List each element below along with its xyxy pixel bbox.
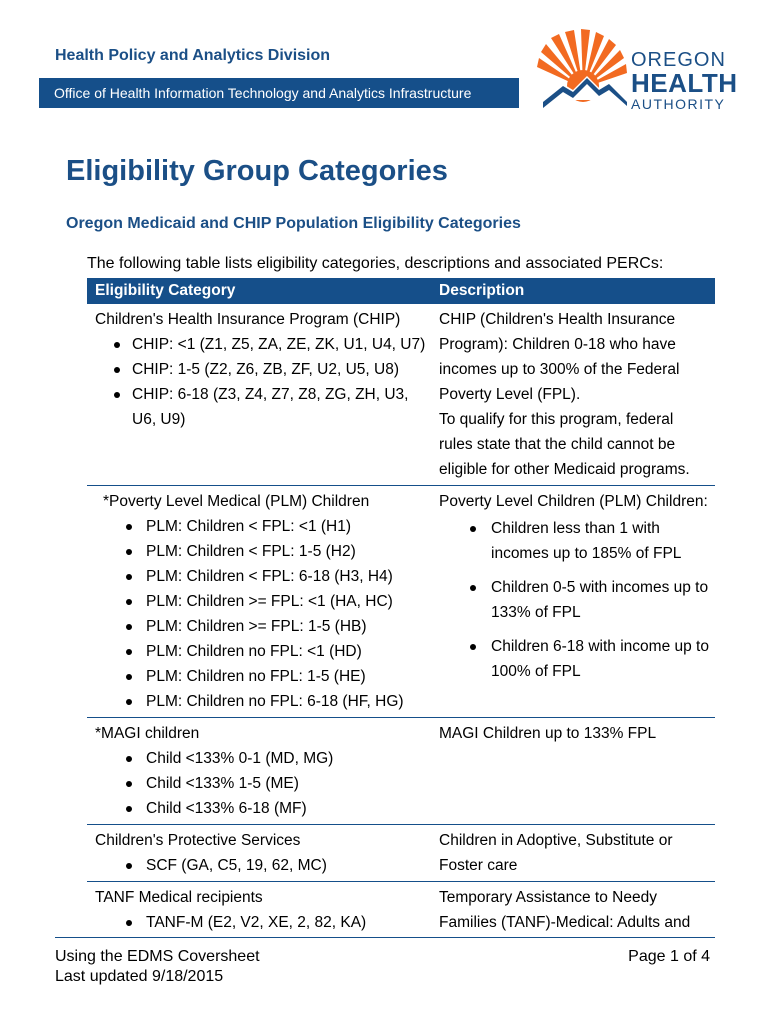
perc-item: PLM: Children >= FPL: 1-5 (HB) bbox=[95, 614, 427, 639]
intro-text: The following table lists eligibility categories, descriptions and associated PERCs: bbox=[87, 255, 664, 272]
perc-item: PLM: Children < FPL: 6-18 (H3, H4) bbox=[95, 564, 427, 589]
perc-item: CHIP: 1-5 (Z2, Z6, ZB, ZF, U2, U5, U8) bbox=[95, 357, 427, 382]
description-text: MAGI Children up to 133% FPL bbox=[439, 725, 657, 742]
category-label: Children's Protective Services bbox=[95, 832, 301, 849]
perc-list bbox=[95, 853, 427, 878]
office-banner: Office of Health Information Technology and Analytics Infrastructure bbox=[39, 78, 519, 108]
sun-mountain-icon bbox=[537, 28, 629, 118]
description-text: Children in Adoptive, Substitute or Foster care bbox=[439, 832, 673, 874]
category-label: *MAGI children bbox=[95, 725, 200, 742]
category-label: Children's Health Insurance Program (CHIP) bbox=[95, 311, 401, 328]
page-title: Eligibility Group Categories bbox=[66, 155, 448, 187]
description-cell bbox=[431, 882, 715, 939]
document-header bbox=[0, 0, 768, 130]
description-cell bbox=[431, 304, 715, 486]
category-label: TANF Medical recipients bbox=[95, 889, 263, 906]
perc-list bbox=[95, 746, 427, 821]
footer-doc-name: Using the EDMS Coversheet bbox=[55, 948, 260, 965]
table-row-chip bbox=[87, 304, 715, 486]
page-number: Page 1 of 4 bbox=[628, 948, 710, 965]
perc-item: PLM: Children < FPL: <1 (H1) bbox=[95, 514, 427, 539]
perc-item: PLM: Children >= FPL: <1 (HA, HC) bbox=[95, 589, 427, 614]
table-row-magi bbox=[87, 718, 715, 825]
category-cell bbox=[87, 486, 431, 718]
perc-item: PLM: Children no FPL: 1-5 (HE) bbox=[95, 664, 427, 689]
perc-item: CHIP: <1 (Z1, Z5, ZA, ZE, ZK, U1, U4, U7) bbox=[95, 332, 427, 357]
footer-info bbox=[55, 947, 260, 987]
column-header-description: Description bbox=[431, 278, 715, 304]
description-item: Children 6-18 with income up to 100% of FPL bbox=[439, 634, 711, 684]
perc-item: Child <133% 1-5 (ME) bbox=[95, 771, 427, 796]
table-row-tanf bbox=[87, 882, 715, 939]
perc-item: CHIP: 6-18 (Z3, Z4, Z7, Z8, ZG, ZH, U3, U6, U9) bbox=[95, 382, 427, 432]
description-item: Children less than 1 with incomes up to 185% of FPL bbox=[439, 516, 711, 566]
section-subtitle: Oregon Medicaid and CHIP Population Eligibility Categories bbox=[66, 215, 521, 232]
division-name: Health Policy and Analytics Division bbox=[55, 47, 331, 64]
description-cell bbox=[431, 825, 715, 882]
perc-item: PLM: Children no FPL: <1 (HD) bbox=[95, 639, 427, 664]
description-item: Children 0-5 with incomes up to 133% of FPL bbox=[439, 575, 711, 625]
category-cell bbox=[87, 718, 431, 825]
perc-list bbox=[95, 332, 427, 432]
logo-authority: AUTHORITY bbox=[631, 96, 726, 112]
category-cell bbox=[87, 882, 431, 939]
description-cell bbox=[431, 486, 715, 718]
description-text: CHIP (Children's Health Insurance Program): Children 0-18 who have incomes up to 300% of the Federal Poverty Level (FPL). bbox=[439, 311, 680, 403]
logo-health: HEALTH bbox=[631, 68, 738, 98]
perc-list bbox=[95, 514, 427, 714]
description-text: Temporary Assistance to Needy Families (TANF)-Medical: Adults and bbox=[439, 889, 691, 931]
perc-item: Child <133% 0-1 (MD, MG) bbox=[95, 746, 427, 771]
footer-divider bbox=[55, 937, 715, 938]
logo-oregon: OREGON bbox=[631, 49, 726, 71]
logo-wordmark bbox=[631, 50, 738, 111]
description-cell bbox=[431, 718, 715, 825]
category-cell bbox=[87, 304, 431, 486]
column-header-category: Eligibility Category bbox=[87, 278, 431, 304]
category-label: *Poverty Level Medical (PLM) Children bbox=[103, 493, 370, 510]
perc-item: TANF-M (E2, V2, XE, 2, 82, KA) bbox=[95, 910, 427, 935]
perc-list bbox=[95, 910, 427, 935]
description-text: Poverty Level Children (PLM) Children: bbox=[439, 493, 708, 510]
perc-item: SCF (GA, C5, 19, 62, MC) bbox=[95, 853, 427, 878]
table-row-protective bbox=[87, 825, 715, 882]
table-row-plm bbox=[87, 486, 715, 718]
perc-item: Child <133% 6-18 (MF) bbox=[95, 796, 427, 821]
eligibility-table bbox=[87, 278, 715, 938]
category-cell bbox=[87, 825, 431, 882]
perc-item: PLM: Children < FPL: 1-5 (H2) bbox=[95, 539, 427, 564]
footer-updated: Last updated 9/18/2015 bbox=[55, 968, 224, 985]
description-text-2: To qualify for this program, federal rules state that the child cannot be eligible for other Medicaid programs. bbox=[439, 411, 690, 478]
perc-item: PLM: Children no FPL: 6-18 (HF, HG) bbox=[95, 689, 427, 714]
oha-logo bbox=[537, 28, 747, 118]
description-list bbox=[439, 516, 711, 684]
table-header-row bbox=[87, 278, 715, 304]
